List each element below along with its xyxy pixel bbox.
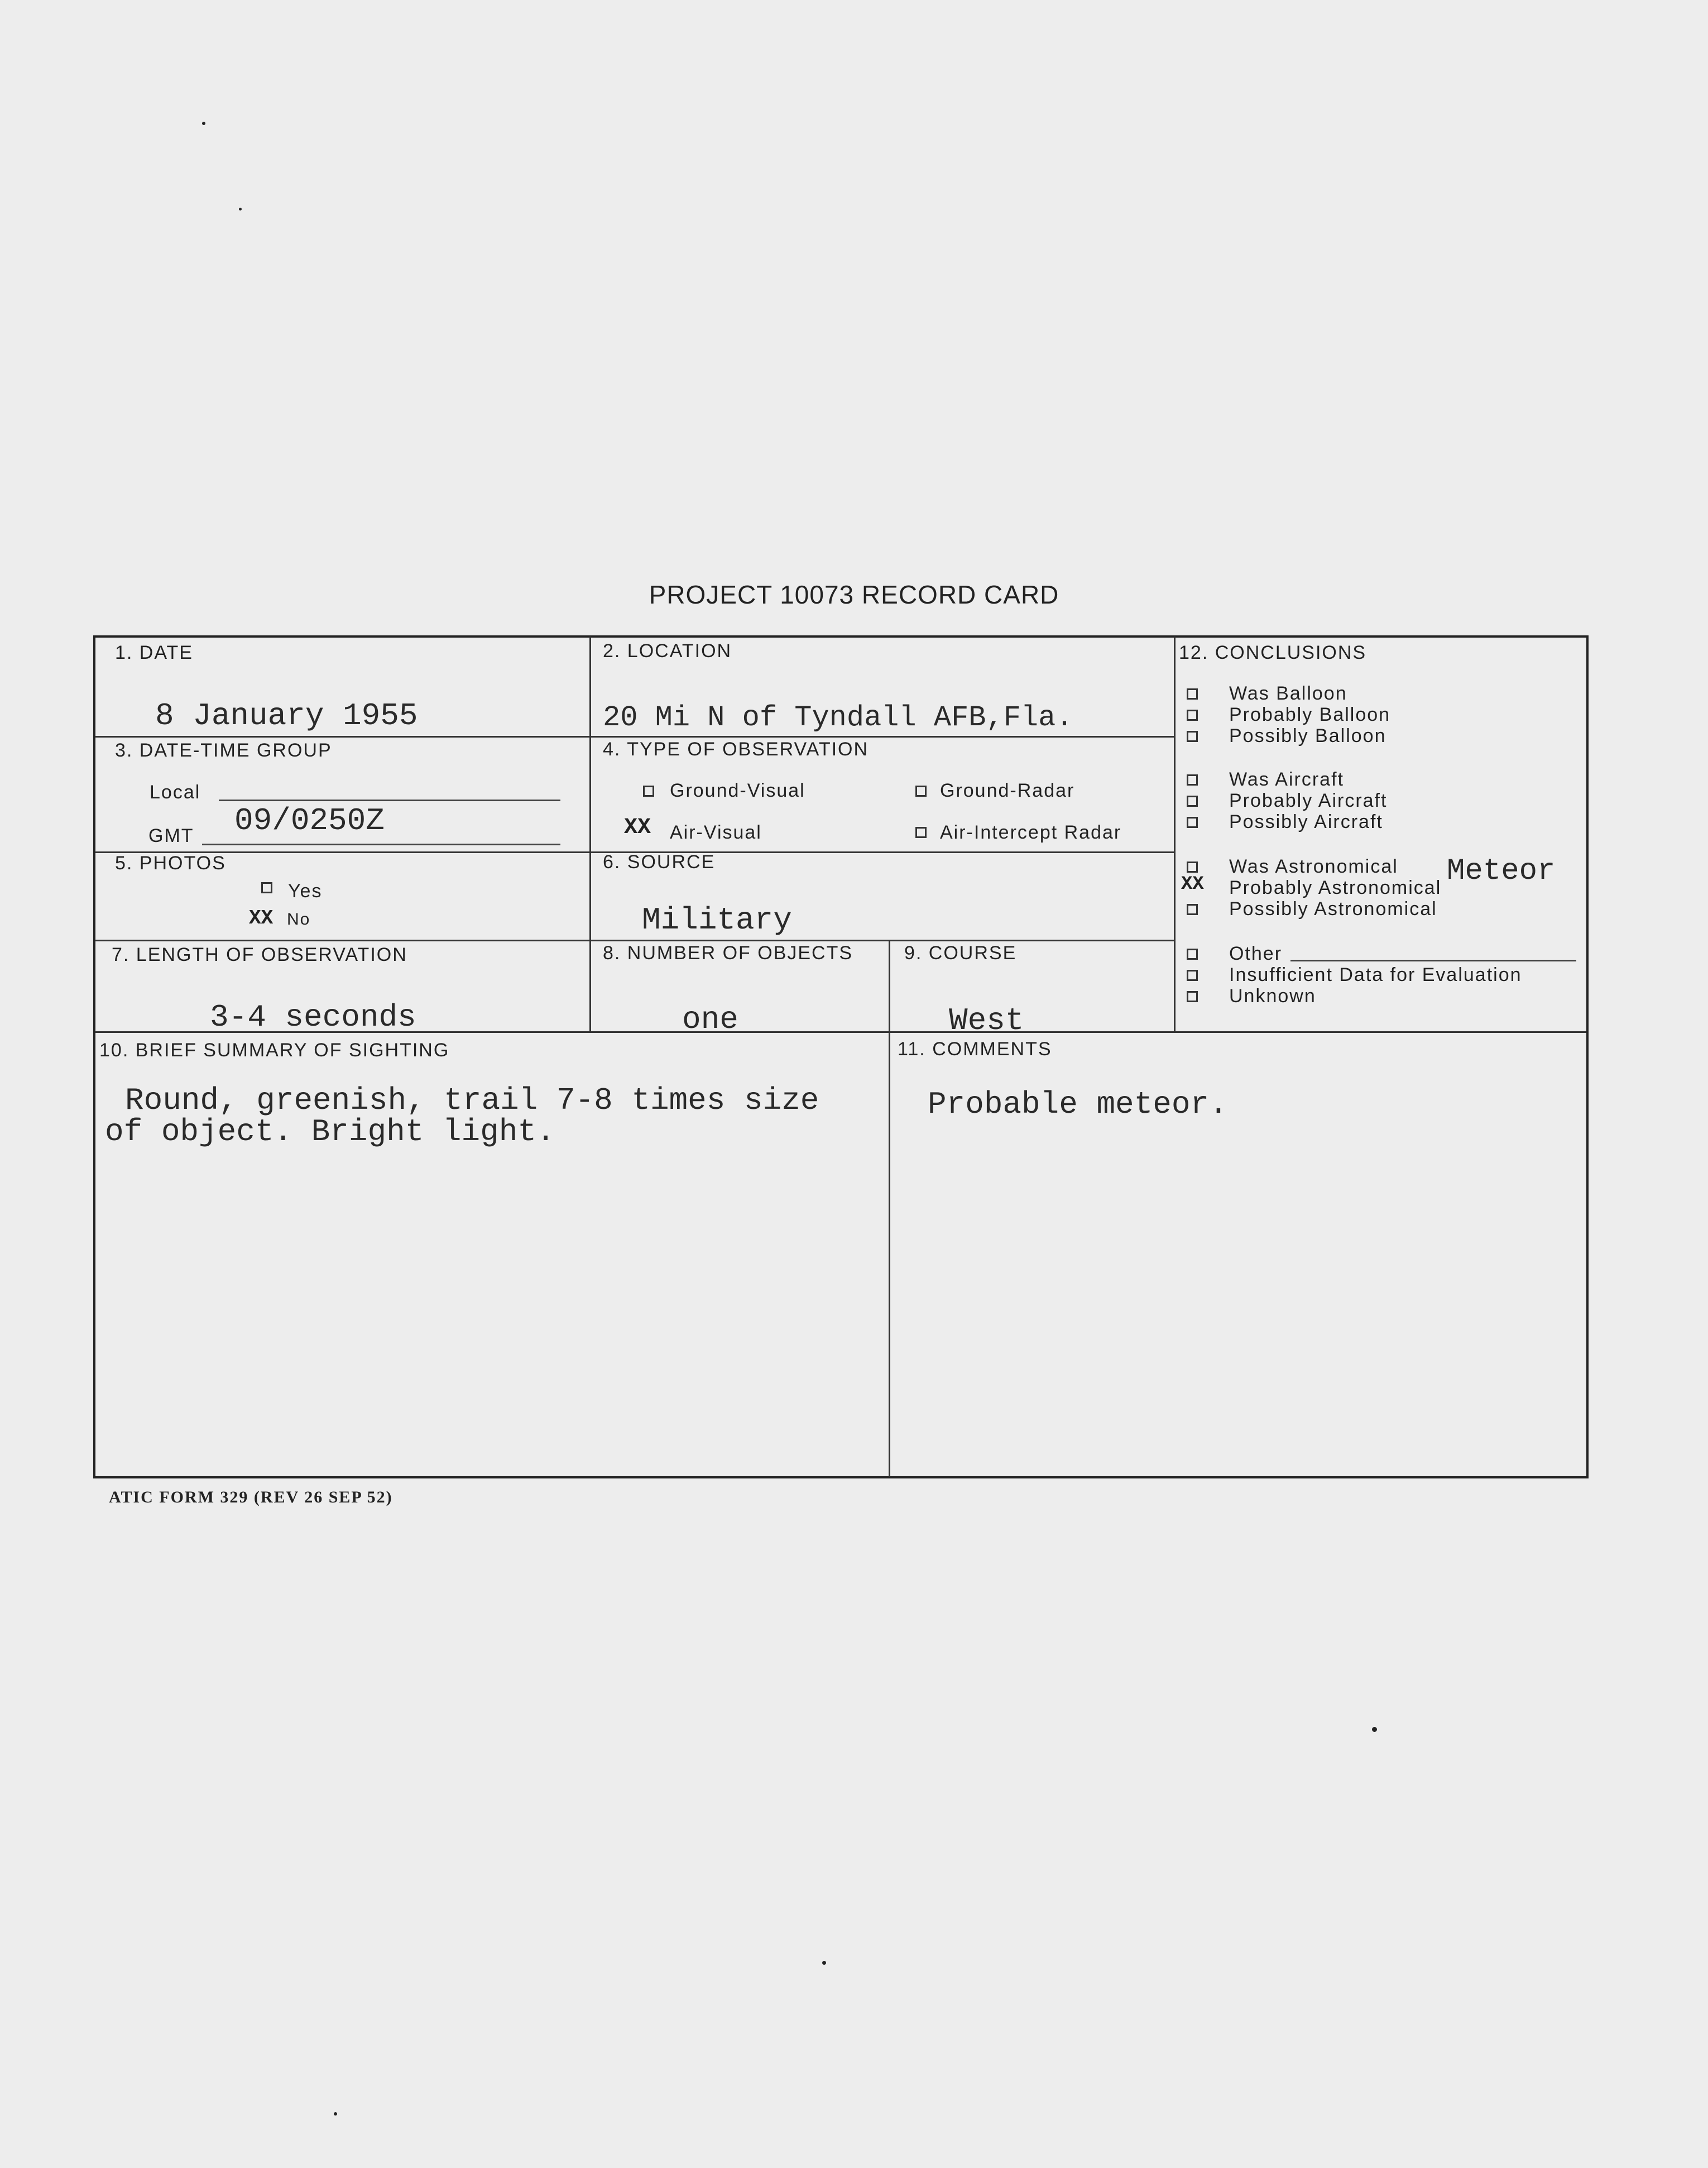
date-value: 8 January 1955 <box>155 698 418 734</box>
gmt-label: GMT <box>148 825 194 846</box>
photos-yes-checkbox[interactable] <box>261 882 272 893</box>
air-intercept-radar-checkbox[interactable] <box>915 827 927 838</box>
comments-label: 11. COMMENTS <box>898 1038 1052 1060</box>
probably-astronomical-check-mark[interactable]: XX <box>1181 874 1204 895</box>
was-aircraft-label: Was Aircraft <box>1229 769 1344 790</box>
possibly-balloon-label: Possibly Balloon <box>1229 725 1386 746</box>
source-label: 6. SOURCE <box>603 851 716 873</box>
location-value: 20 Mi N of Tyndall AFB,Fla. <box>603 701 1073 734</box>
local-label: Local <box>150 782 201 803</box>
photos-no-label: No <box>287 910 311 929</box>
type-of-observation-label: 4. TYPE OF OBSERVATION <box>603 739 869 760</box>
air-visual-label: Air-Visual <box>670 822 762 843</box>
scan-speck <box>822 1961 826 1965</box>
col-divider <box>1174 636 1176 1031</box>
other-checkbox[interactable] <box>1187 949 1198 960</box>
course-label: 9. COURSE <box>904 942 1017 964</box>
gmt-underline <box>202 844 560 845</box>
brief-summary-line: of object. Bright light. <box>105 1114 555 1150</box>
photos-no-check-mark[interactable]: XX <box>249 907 274 930</box>
col-divider <box>889 940 890 1477</box>
unknown-label: Unknown <box>1229 985 1316 1007</box>
number-of-objects-value: one <box>682 1002 738 1037</box>
air-visual-check-mark[interactable]: XX <box>624 815 651 840</box>
was-aircraft-checkbox[interactable] <box>1187 774 1198 786</box>
photos-label: 5. PHOTOS <box>115 853 226 874</box>
astronomical-note: Meteor <box>1447 854 1556 888</box>
other-underline <box>1290 960 1576 961</box>
ground-visual-label: Ground-Visual <box>670 780 805 801</box>
insufficient-data-label: Insufficient Data for Evaluation <box>1229 964 1522 985</box>
length-of-observation-value: 3-4 seconds <box>210 999 416 1035</box>
scan-speck <box>239 208 242 210</box>
was-balloon-label: Was Balloon <box>1229 683 1347 704</box>
local-underline <box>219 800 560 801</box>
row-divider <box>95 940 1176 941</box>
brief-summary-label: 10. BRIEF SUMMARY OF SIGHTING <box>99 1040 450 1061</box>
probably-aircraft-checkbox[interactable] <box>1187 796 1198 807</box>
number-of-objects-label: 8. NUMBER OF OBJECTS <box>603 942 853 964</box>
probably-balloon-label: Probably Balloon <box>1229 704 1391 725</box>
was-balloon-checkbox[interactable] <box>1187 688 1198 700</box>
date-label: 1. DATE <box>115 642 193 663</box>
possibly-aircraft-checkbox[interactable] <box>1187 817 1198 828</box>
probably-astronomical-label: Probably Astronomical <box>1229 877 1442 898</box>
form-footer: ATIC FORM 329 (REV 26 SEP 52) <box>109 1488 393 1506</box>
possibly-aircraft-label: Possibly Aircraft <box>1229 811 1383 832</box>
date-time-group-label: 3. DATE-TIME GROUP <box>115 740 332 761</box>
was-astronomical-label: Was Astronomical <box>1229 856 1398 877</box>
col-divider <box>589 636 591 1031</box>
source-value: Military <box>642 902 792 938</box>
unknown-checkbox[interactable] <box>1187 991 1198 1002</box>
row-divider <box>95 736 1176 738</box>
insufficient-data-checkbox[interactable] <box>1187 970 1198 981</box>
comments-value: Probable meteor. <box>928 1087 1228 1122</box>
ground-radar-checkbox[interactable] <box>915 786 927 797</box>
gmt-value: 09/0250Z <box>234 803 385 839</box>
ground-radar-label: Ground-Radar <box>940 780 1075 801</box>
brief-summary-line: Round, greenish, trail 7-8 times size <box>125 1083 819 1118</box>
probably-balloon-checkbox[interactable] <box>1187 710 1198 721</box>
other-label: Other <box>1229 943 1283 964</box>
possibly-balloon-checkbox[interactable] <box>1187 731 1198 742</box>
was-astronomical-checkbox[interactable] <box>1187 862 1198 873</box>
possibly-astronomical-label: Possibly Astronomical <box>1229 898 1437 920</box>
air-intercept-radar-label: Air-Intercept Radar <box>940 822 1122 843</box>
card-title: PROJECT 10073 RECORD CARD <box>649 580 1059 609</box>
scan-speck <box>202 122 205 125</box>
course-value: West <box>949 1003 1024 1038</box>
scan-speck <box>334 2112 337 2116</box>
probably-aircraft-label: Probably Aircraft <box>1229 790 1388 811</box>
possibly-astronomical-checkbox[interactable] <box>1187 904 1198 915</box>
ground-visual-checkbox[interactable] <box>643 786 654 797</box>
location-label: 2. LOCATION <box>603 640 732 662</box>
conclusions-label: 12. CONCLUSIONS <box>1179 642 1367 663</box>
scan-speck <box>1372 1727 1377 1732</box>
length-of-observation-label: 7. LENGTH OF OBSERVATION <box>112 944 407 965</box>
photos-yes-label: Yes <box>288 880 323 902</box>
